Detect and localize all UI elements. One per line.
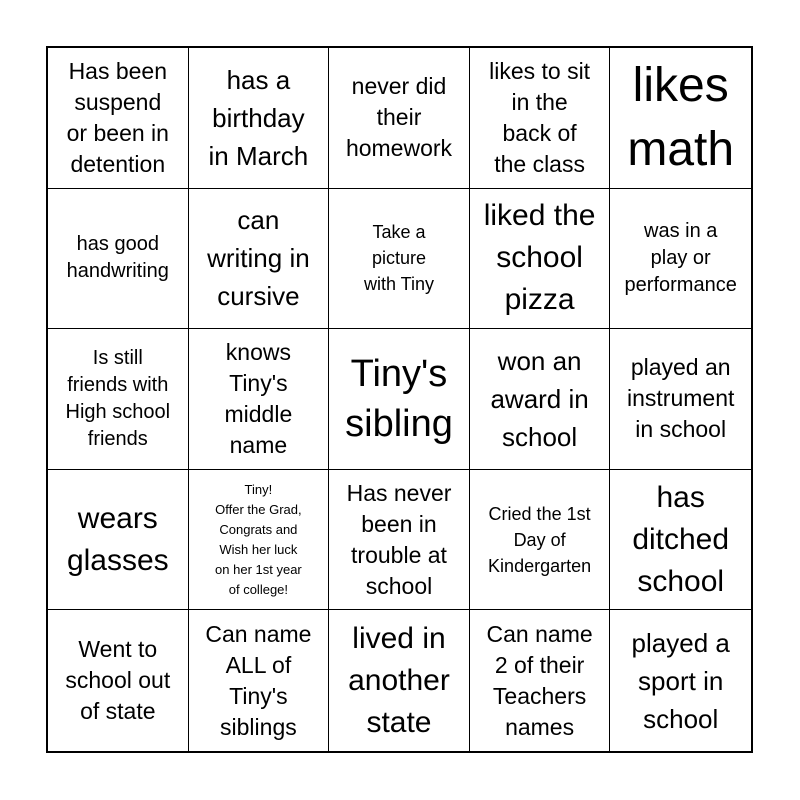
- bingo-cell[interactable]: [48, 189, 189, 330]
- cell-text: can writing in cursive: [207, 205, 310, 312]
- bingo-cell[interactable]: [329, 48, 470, 189]
- bingo-cell[interactable]: [470, 329, 611, 470]
- cell-text: Tiny! Offer the Grad, Congrats and Wish her luck on her 1st year of college!: [215, 481, 302, 597]
- bingo-cell[interactable]: [329, 470, 470, 611]
- bingo-cell[interactable]: [189, 610, 330, 751]
- bingo-cell[interactable]: [48, 329, 189, 470]
- bingo-cell[interactable]: [329, 189, 470, 330]
- bingo-cell[interactable]: [189, 189, 330, 330]
- bingo-cell[interactable]: [470, 610, 611, 751]
- cell-text: played a sport in school: [631, 627, 730, 734]
- bingo-cell[interactable]: [189, 329, 330, 470]
- cell-text: Tiny's sibling: [345, 352, 453, 445]
- bingo-cell[interactable]: [48, 470, 189, 611]
- cell-text: Has been suspend or been in detention: [66, 57, 169, 177]
- bingo-cell[interactable]: [470, 48, 611, 189]
- cell-text: never did their homework: [345, 73, 453, 162]
- cell-text: Is still friends with High school friends: [65, 346, 171, 450]
- bingo-cell[interactable]: [48, 48, 189, 189]
- bingo-cell[interactable]: [470, 189, 611, 330]
- bingo-cell[interactable]: [610, 48, 751, 189]
- cell-text: has a birthday in March: [208, 64, 309, 171]
- cell-text: Went to school out of state: [65, 636, 171, 725]
- cell-text: likes math: [627, 58, 735, 176]
- cell-text: has good handwriting: [66, 233, 169, 283]
- bingo-cell[interactable]: [329, 329, 470, 470]
- cell-text: wears glasses: [66, 501, 169, 577]
- bingo-cell[interactable]: [189, 470, 330, 611]
- bingo-board: [46, 46, 753, 753]
- cell-text: Can name 2 of their Teachers names: [486, 620, 593, 740]
- bingo-cell[interactable]: [189, 48, 330, 189]
- bingo-cell[interactable]: [329, 610, 470, 751]
- cell-text: played an instrument in school: [627, 354, 735, 443]
- bingo-cell[interactable]: [610, 610, 751, 751]
- cell-text: knows Tiny's middle name: [224, 338, 293, 458]
- bingo-cell[interactable]: [610, 189, 751, 330]
- cell-text: lived in another state: [348, 621, 450, 739]
- cell-text: Has never been in trouble at school: [346, 479, 452, 599]
- cell-text: won an award in school: [490, 345, 589, 452]
- cell-text: Can name ALL of Tiny's siblings: [205, 620, 312, 740]
- cell-text: Cried the 1st Day of Kindergarten: [488, 503, 592, 576]
- cell-text: has ditched school: [632, 480, 730, 598]
- bingo-cell[interactable]: [48, 610, 189, 751]
- bingo-cell[interactable]: [610, 470, 751, 611]
- bingo-cell[interactable]: [470, 470, 611, 611]
- cell-text: likes to sit in the back of the class: [489, 57, 591, 177]
- cell-text: was in a play or performance: [624, 219, 737, 296]
- cell-text: liked the school pizza: [483, 199, 596, 317]
- bingo-cell[interactable]: [610, 329, 751, 470]
- cell-text: Take a picture with Tiny: [363, 222, 434, 295]
